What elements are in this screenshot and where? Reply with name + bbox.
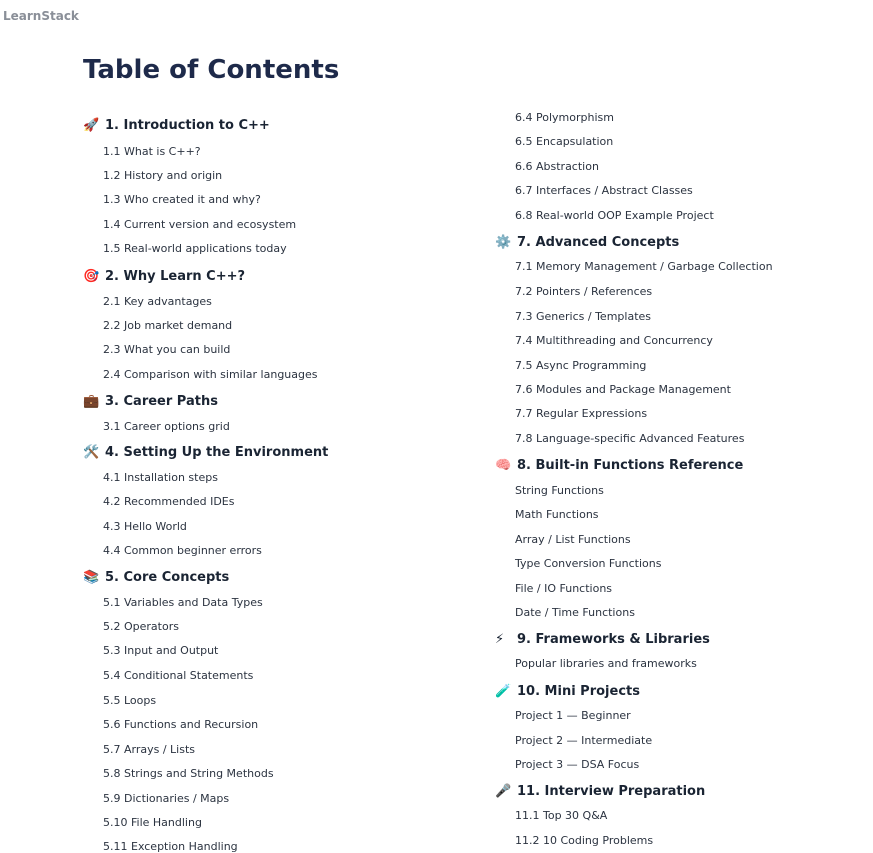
toc-link-1-3-who-created-it-and-why[interactable]: 1.3 Who created it and why? (103, 193, 261, 206)
toc-link-7-1-memory-management-garbage-collection[interactable]: 7.1 Memory Management / Garbage Collection (515, 260, 773, 273)
toc-link-1-1-what-is-c[interactable]: 1.1 What is C++? (103, 145, 201, 158)
section-heading-8-built-in-functions-reference[interactable] (495, 458, 743, 473)
toc-link-5-9-dictionaries-maps[interactable]: 5.9 Dictionaries / Maps (103, 792, 230, 805)
section-emoji-icon: 📚 (83, 570, 100, 585)
toc-link-7-7-regular-expressions[interactable]: 7.7 Regular Expressions (515, 407, 648, 420)
toc-link-5-8-strings-and-string-methods[interactable]: 5.8 Strings and String Methods (103, 767, 274, 780)
toc-link-6-4-polymorphism[interactable]: 6.4 Polymorphism (515, 111, 614, 124)
section-heading-label: 11. Interview Preparation (517, 784, 706, 799)
section-emoji-icon: 🚀 (83, 118, 100, 133)
toc-link-7-6-modules-and-package-management[interactable]: 7.6 Modules and Package Management (515, 383, 731, 396)
toc-link-4-3-hello-world[interactable]: 4.3 Hello World (103, 520, 187, 533)
section-heading-label: 2. Why Learn C++? (105, 269, 246, 284)
toc-link-5-6-functions-and-recursion[interactable]: 5.6 Functions and Recursion (103, 718, 259, 731)
section-heading-7-advanced-concepts[interactable] (495, 235, 679, 250)
toc-link-1-5-real-world-applications-today[interactable]: 1.5 Real-world applications today (103, 242, 287, 255)
toc-link-5-3-input-and-output[interactable]: 5.3 Input and Output (103, 644, 219, 657)
toc-link-5-11-exception-handling[interactable]: 5.11 Exception Handling (103, 840, 238, 853)
toc-link-file-io-functions[interactable]: File / IO Functions (515, 582, 613, 595)
section-heading-4-setting-up-the-environment[interactable] (83, 445, 328, 460)
toc-link-7-4-multithreading-and-concurrency[interactable]: 7.4 Multithreading and Concurrency (515, 334, 713, 347)
toc-link-7-3-generics-templates[interactable]: 7.3 Generics / Templates (515, 310, 652, 323)
section-heading-9-frameworks-libraries[interactable] (495, 632, 710, 647)
section-emoji-icon: 🧪 (495, 684, 512, 699)
toc-link-2-2-job-market-demand[interactable]: 2.2 Job market demand (103, 319, 233, 332)
toc-link-5-1-variables-and-data-types[interactable]: 5.1 Variables and Data Types (103, 596, 263, 609)
section-emoji-icon: ⚙️ (495, 235, 512, 250)
toc-link-5-7-arrays-lists[interactable]: 5.7 Arrays / Lists (103, 743, 196, 756)
toc-link-1-4-current-version-and-ecosystem[interactable]: 1.4 Current version and ecosystem (103, 218, 297, 231)
page-title: Table of Contents (83, 55, 340, 85)
section-emoji-icon: 🧠 (495, 458, 512, 473)
section-heading-2-why-learn-c[interactable] (83, 269, 245, 284)
toc-link-1-2-history-and-origin[interactable]: 1.2 History and origin (103, 169, 223, 182)
toc-link-type-conversion-functions[interactable]: Type Conversion Functions (515, 557, 662, 570)
brand-logo[interactable]: LearnStack (3, 9, 79, 23)
toc-link-7-8-language-specific-advanced-features[interactable]: 7.8 Language-specific Advanced Features (515, 432, 745, 445)
toc-link-2-1-key-advantages[interactable]: 2.1 Key advantages (103, 295, 212, 308)
toc-link-11-1-top-30-q-a[interactable]: 11.1 Top 30 Q&A (515, 809, 608, 822)
toc-link-6-8-real-world-oop-example-project[interactable]: 6.8 Real-world OOP Example Project (515, 209, 714, 222)
section-heading-label: 1. Introduction to C++ (105, 118, 270, 133)
section-heading-10-mini-projects[interactable] (495, 684, 640, 699)
section-heading-label: 7. Advanced Concepts (517, 235, 680, 250)
section-emoji-icon: 🎤 (495, 784, 512, 799)
toc-link-string-functions[interactable]: String Functions (515, 484, 604, 497)
toc-link-6-5-encapsulation[interactable]: 6.5 Encapsulation (515, 135, 614, 148)
section-heading-label: 5. Core Concepts (105, 570, 230, 585)
toc-link-project-1-beginner[interactable]: Project 1 — Beginner (515, 709, 631, 722)
toc-link-5-5-loops[interactable]: 5.5 Loops (103, 694, 157, 707)
section-emoji-icon: ⚡ (495, 632, 505, 647)
toc-link-4-1-installation-steps[interactable]: 4.1 Installation steps (103, 471, 218, 484)
section-emoji-icon: 🛠️ (83, 445, 100, 460)
toc-link-11-2-10-coding-problems[interactable]: 11.2 10 Coding Problems (515, 834, 654, 847)
toc-link-date-time-functions[interactable]: Date / Time Functions (515, 606, 635, 619)
toc-link-math-functions[interactable]: Math Functions (515, 508, 599, 521)
toc-link-5-2-operators[interactable]: 5.2 Operators (103, 620, 179, 633)
section-heading-label: 10. Mini Projects (517, 684, 640, 699)
toc-link-5-4-conditional-statements[interactable]: 5.4 Conditional Statements (103, 669, 254, 682)
section-heading-5-core-concepts[interactable] (83, 570, 229, 585)
section-heading-1-introduction-to-c[interactable] (83, 118, 270, 133)
section-emoji-icon: 💼 (83, 394, 100, 409)
section-heading-3-career-paths[interactable] (83, 394, 218, 409)
toc-link-project-3-dsa-focus[interactable]: Project 3 — DSA Focus (515, 758, 640, 771)
toc-link-3-1-career-options-grid[interactable]: 3.1 Career options grid (103, 420, 230, 433)
toc-link-4-4-common-beginner-errors[interactable]: 4.4 Common beginner errors (103, 544, 262, 557)
toc-link-6-6-abstraction[interactable]: 6.6 Abstraction (515, 160, 599, 173)
toc-link-array-list-functions[interactable]: Array / List Functions (515, 533, 631, 546)
toc-link-2-4-comparison-with-similar-languages[interactable]: 2.4 Comparison with similar languages (103, 368, 318, 381)
section-emoji-icon: 🎯 (83, 269, 100, 284)
toc-link-6-7-interfaces-abstract-classes[interactable]: 6.7 Interfaces / Abstract Classes (515, 184, 693, 197)
toc-link-2-3-what-you-can-build[interactable]: 2.3 What you can build (103, 343, 231, 356)
section-heading-label: 4. Setting Up the Environment (105, 445, 329, 460)
section-heading-11-interview-preparation[interactable] (495, 784, 705, 799)
section-heading-label: 8. Built-in Functions Reference (517, 458, 744, 473)
section-heading-label: 9. Frameworks & Libraries (517, 632, 710, 647)
toc-link-popular-libraries-and-frameworks[interactable]: Popular libraries and frameworks (515, 657, 697, 670)
toc-link-7-5-async-programming[interactable]: 7.5 Async Programming (515, 359, 647, 372)
toc-link-4-2-recommended-ides[interactable]: 4.2 Recommended IDEs (103, 495, 235, 508)
toc-link-5-10-file-handling[interactable]: 5.10 File Handling (103, 816, 202, 829)
toc-link-7-2-pointers-references[interactable]: 7.2 Pointers / References (515, 285, 653, 298)
toc-link-project-2-intermediate[interactable]: Project 2 — Intermediate (515, 734, 653, 747)
section-heading-label: 3. Career Paths (105, 394, 218, 409)
